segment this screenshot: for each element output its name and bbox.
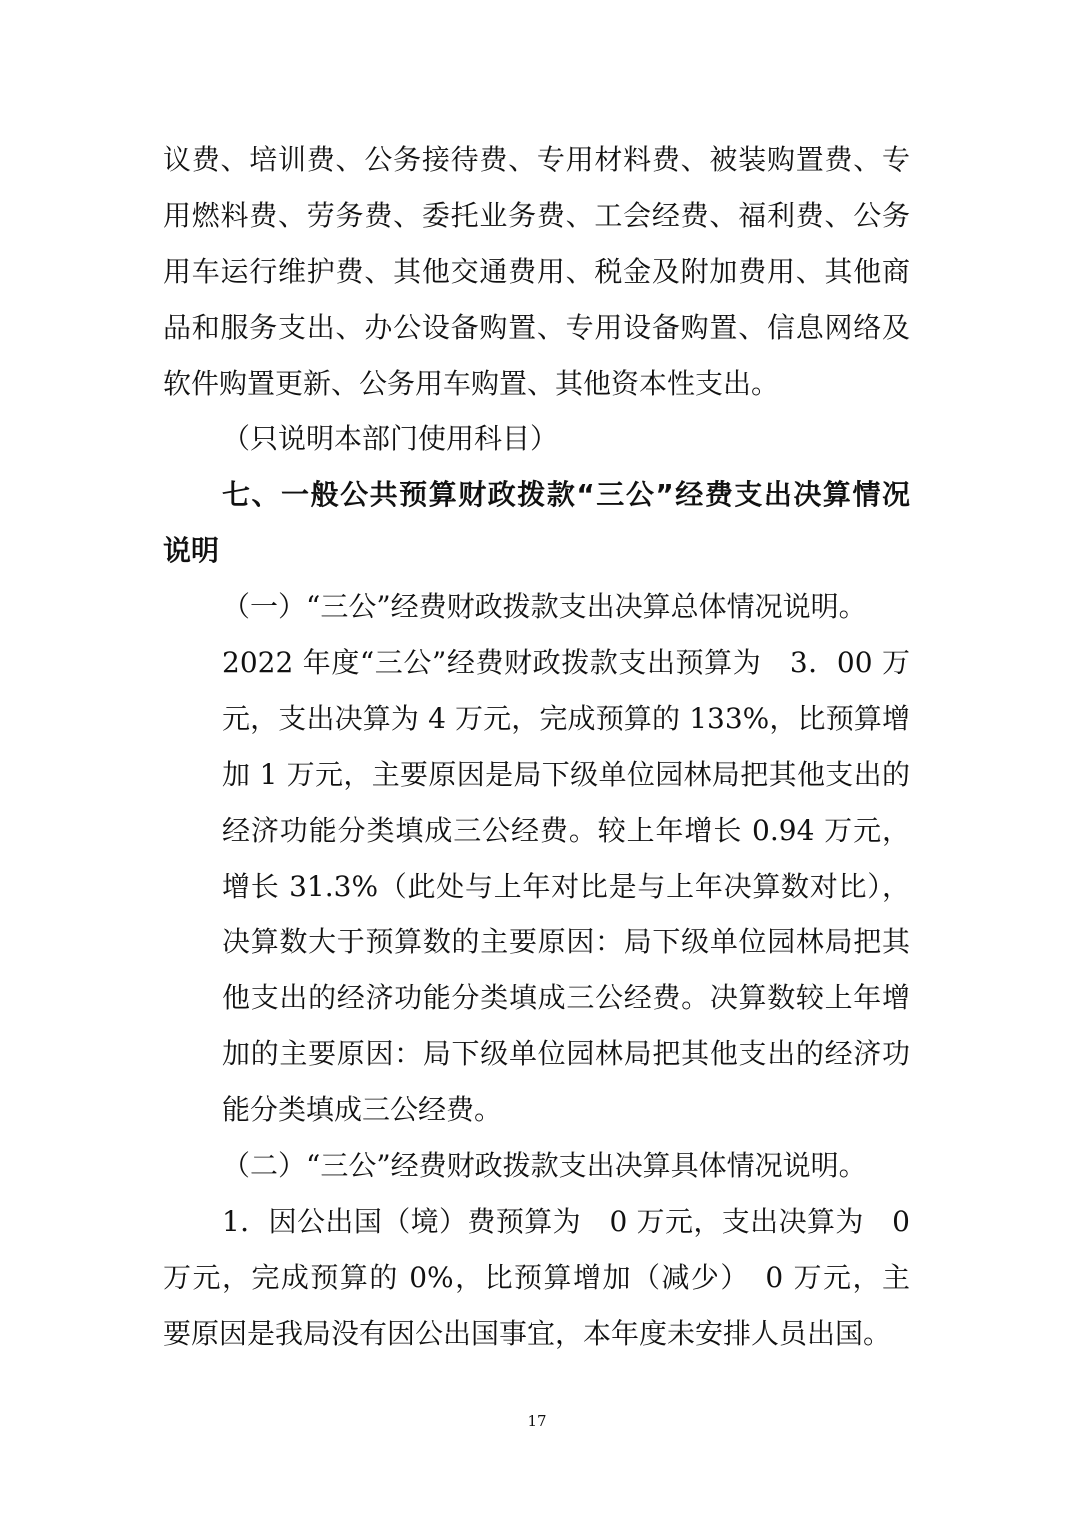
- paragraph-line: 品和服务支出、办公设备购置、专用设备购置、信息网络及: [163, 310, 910, 344]
- overseas-travel-paragraph: [163, 1194, 910, 1362]
- paragraph-line: 用车运行维护费、其他交通费用、税金及附加费用、其他商: [163, 254, 910, 288]
- paragraph-line: 经济功能分类填成三公经费。较上年增长 0.94 万元，: [222, 813, 910, 847]
- paragraph-line: 决算数大于预算数的主要原因：局下级单位园林局把其: [222, 925, 910, 959]
- paragraph-line: 元，支出决算为 4 万元，完成预算的 133%，比预算增: [222, 701, 910, 735]
- paragraph-line: 1．因公出国（境）费预算为 0 万元，支出决算为 0: [222, 1204, 910, 1238]
- paragraph-line: 能分类填成三公经费。: [222, 1093, 503, 1127]
- paragraph-line: 要原因是我局没有因公出国事宜，本年度未安排人员出国。: [163, 1316, 892, 1350]
- document-page: [163, 132, 910, 1362]
- subsection-title: （二）“三公”经费财政拨款支出决算具体情况说明。: [222, 1149, 867, 1183]
- section-heading-line: 说明: [163, 534, 220, 568]
- expense-items-paragraph: [163, 132, 910, 411]
- paragraph-line: 用燃料费、劳务费、委托业务费、工会经费、福利费、公务: [163, 198, 910, 232]
- note-text: （只说明本部门使用科目）: [222, 422, 559, 456]
- page-number: 17: [527, 1412, 547, 1430]
- paragraph-line: 万元，完成预算的 0%，比预算增加（减少） 0 万元，主: [163, 1260, 910, 1294]
- paragraph-line: 增长 31.3%（此处与上年对比是与上年决算数对比），: [222, 869, 910, 903]
- paragraph-line: 加的主要原因：局下级单位园林局把其他支出的经济功: [222, 1037, 910, 1071]
- paragraph-line: 议费、培训费、公务接待费、专用材料费、被装购置费、专: [163, 143, 910, 176]
- overall-summary-paragraph: [163, 635, 910, 1138]
- paragraph-line: 加 1 万元，主要原因是局下级单位园林局把其他支出的: [222, 757, 910, 791]
- paragraph-line: 软件购置更新、公务用车购置、其他资本性支出。: [163, 366, 780, 400]
- paragraph-line: 他支出的经济功能分类填成三公经费。决算数较上年增: [222, 981, 910, 1015]
- paragraph-line: 2022 年度“三公”经费财政拨款支出预算为 3．00 万: [222, 646, 910, 680]
- section-heading-line: 七、一般公共预算财政拨款“三公”经费支出决算情况: [222, 478, 910, 512]
- section-heading: [163, 467, 910, 579]
- subsection-title: （一）“三公”经费财政拨款支出决算总体情况说明。: [222, 590, 867, 624]
